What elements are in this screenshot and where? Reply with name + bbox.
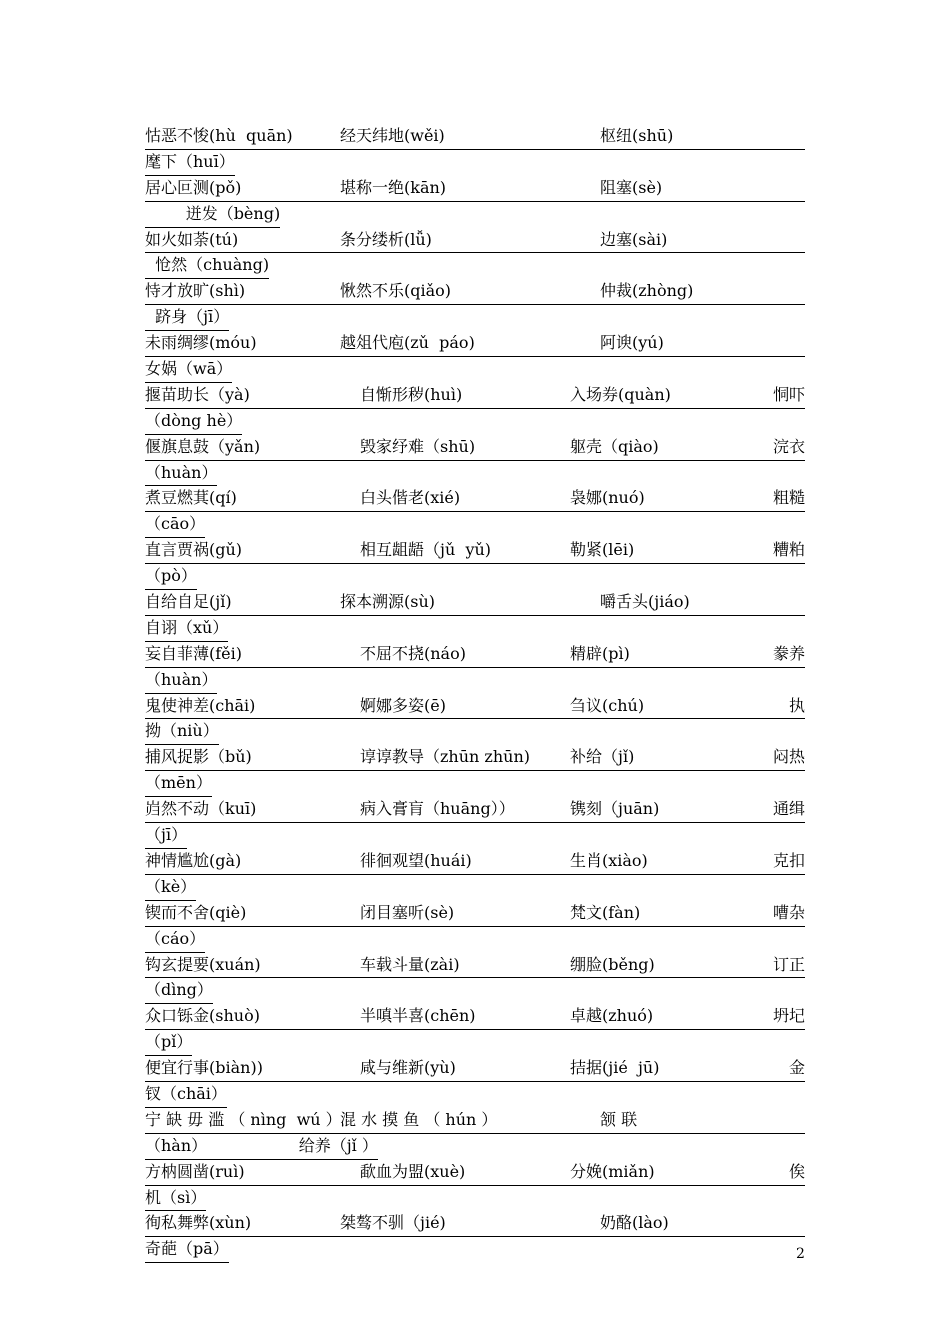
vocab-word: 颔 联: [600, 1109, 638, 1129]
vocab-word: 克扣: [772, 850, 805, 870]
vocab-word: 条分缕析(lǚ): [340, 229, 432, 249]
vocab-word: 奶酪(lào): [600, 1213, 669, 1233]
vocab-word: 订正: [772, 954, 805, 974]
vocab-word: 鬼使神差(chāi): [145, 695, 256, 715]
vocab-entry: [145, 901, 815, 953]
vocab-word: 方枘圆凿(ruì): [145, 1161, 245, 1181]
entry-continuation: 自诩（xǔ）: [145, 616, 228, 642]
entry-continuation: （huàn）: [145, 668, 217, 694]
vocab-word: 自惭形秽(huì): [360, 384, 463, 404]
entry-continuation: 拗（niù）: [145, 719, 219, 745]
vocab-word: 袅娜(nuó): [570, 488, 645, 508]
entry-continuation: 怆然（chuàng): [145, 253, 269, 279]
entry-line: [145, 745, 805, 771]
entry-line: [145, 642, 805, 668]
vocab-entry: [145, 1160, 815, 1212]
entry-line: [145, 797, 805, 823]
entry-continuation: 跻身（jī）: [145, 305, 229, 331]
vocab-word: 恫吓: [772, 384, 805, 404]
vocab-word: 捕风捉影（bǔ): [145, 747, 252, 767]
vocab-word: 不屈不挠(náo): [360, 643, 466, 663]
vocab-word: 阿谀(yú): [600, 333, 664, 353]
vocab-word: 通缉: [772, 799, 805, 819]
vocab-entry: [145, 486, 815, 538]
vocab-word: 妄自菲薄(fěi): [145, 643, 242, 663]
vocab-entry: [145, 538, 815, 590]
vocab-word: 居心叵测(pǒ): [145, 177, 242, 197]
vocab-entry: [145, 797, 815, 849]
vocab-word: 仲裁(zhòng): [600, 281, 694, 301]
vocab-word: 浣衣: [772, 436, 805, 456]
vocab-word: 勒紧(lēi): [570, 540, 635, 560]
vocab-entry: [145, 1211, 815, 1263]
vocab-word: 煮豆燃萁(qí): [145, 488, 237, 508]
vocab-word: 婀娜多姿(ē): [360, 695, 446, 715]
vocab-word: 神情尴尬(gà): [145, 850, 242, 870]
vocab-entry: [145, 1056, 815, 1108]
entry-line: [145, 331, 805, 357]
vocab-word: 越俎代庖(zǔ páo): [340, 333, 475, 353]
entry-line: [145, 228, 805, 254]
vocab-word: 金: [788, 1058, 805, 1078]
vocab-word: 揠苗助长（yà): [145, 384, 250, 404]
vocab-word: 混 水 摸 鱼 （ hún ）: [340, 1109, 498, 1129]
vocab-word: 相互龃龉（jǔ yǔ): [360, 540, 492, 560]
vocab-entry: [145, 435, 815, 487]
vocab-entry: [145, 694, 815, 746]
vocab-word: 如火如荼(tú): [145, 229, 239, 249]
entry-continuation: 钗（chāi）: [145, 1082, 227, 1108]
vocab-word: 自给自足(jǐ): [145, 592, 232, 612]
entry-line: [145, 901, 805, 927]
vocab-word: 愀然不乐(qiǎo): [340, 281, 452, 301]
vocab-word: 生肖(xiào): [570, 850, 648, 870]
vocab-word: 精辟(pì): [570, 643, 630, 663]
entry-line: [145, 538, 805, 564]
entry-continuation: （hàn） 给养（jǐ ）: [145, 1134, 378, 1160]
entry-continuation: （pò）: [145, 564, 197, 590]
vocab-word: 徘徊观望(huái): [360, 850, 472, 870]
vocab-word: 梵文(fàn): [570, 902, 641, 922]
vocab-word: 钩玄提要(xuán): [145, 954, 261, 974]
document-body: [145, 124, 815, 1263]
entry-continuation: （mēn）: [145, 771, 212, 797]
entry-line: [145, 590, 805, 616]
entry-continuation: （kè）: [145, 875, 196, 901]
vocab-entry: [145, 176, 815, 228]
vocab-word: 边塞(sài): [600, 229, 668, 249]
entry-line: [145, 176, 805, 202]
entry-line: [145, 1160, 805, 1186]
entry-continuation: （jī）: [145, 823, 187, 849]
vocab-word: 毁家纾难（shū): [360, 436, 476, 456]
entry-line: [145, 383, 805, 409]
vocab-word: 拮据(jié jū): [570, 1058, 660, 1078]
entry-continuation: 机（sì）: [145, 1186, 206, 1212]
vocab-word: 分娩(miǎn): [570, 1161, 655, 1181]
vocab-word: 怙恶不悛(hù quān): [145, 126, 293, 145]
vocab-word: 刍议(chú): [570, 695, 645, 715]
vocab-entry: [145, 331, 815, 383]
vocab-word: 粗糙: [772, 488, 805, 508]
vocab-word: 补给（jǐ): [570, 747, 635, 767]
vocab-word: 经天纬地(wěi): [340, 126, 445, 145]
vocab-word: 恃才放旷(shì): [145, 281, 246, 301]
vocab-entry: [145, 1004, 815, 1056]
vocab-entry: [145, 124, 815, 176]
vocab-word: 闷热: [772, 747, 805, 767]
entry-continuation: 女娲（wā）: [145, 357, 232, 383]
vocab-word: 阻塞(sè): [600, 177, 663, 197]
page-number: 2: [796, 1246, 805, 1262]
entry-continuation: （cáo）: [145, 927, 205, 953]
vocab-word: 岿然不动（kuī): [145, 799, 257, 819]
entry-line: [145, 124, 805, 150]
vocab-word: 未雨绸缪(móu): [145, 333, 257, 353]
vocab-word: 绷脸(běng): [570, 954, 655, 974]
entry-line: [145, 435, 805, 461]
entry-line: [145, 849, 805, 875]
vocab-word: 众口铄金(shuò): [145, 1006, 260, 1026]
vocab-word: 咸与维新(yù): [360, 1058, 456, 1078]
entry-continuation: 迸发（bèng): [145, 202, 280, 228]
vocab-word: 桀骜不驯（jié): [340, 1213, 446, 1233]
vocab-word: 嚼舌头(jiáo): [600, 592, 690, 612]
vocab-entry: [145, 642, 815, 694]
vocab-word: 枢纽(shū): [600, 126, 674, 145]
vocab-word: 躯壳（qiào): [570, 436, 659, 456]
vocab-word: 车载斗量(zài): [360, 954, 460, 974]
vocab-word: 探本溯源(sù): [340, 592, 436, 612]
vocab-entry: [145, 279, 815, 331]
vocab-word: 谆谆教导（zhūn zhūn): [360, 747, 531, 767]
vocab-word: 半嗔半喜(chēn): [360, 1006, 476, 1026]
vocab-word: 直言贾祸(gǔ): [145, 540, 243, 560]
vocab-entry: [145, 590, 815, 642]
vocab-word: 俟: [788, 1161, 805, 1181]
entry-continuation: （pǐ）: [145, 1030, 192, 1056]
entry-line: [145, 1211, 805, 1237]
vocab-word: 白头偕老(xié): [360, 488, 461, 508]
entry-line: [145, 1056, 805, 1082]
vocab-word: 镌刻（juān): [570, 799, 660, 819]
vocab-word: 歃血为盟(xuè): [360, 1161, 466, 1181]
vocab-word: 卓越(zhuó): [570, 1006, 654, 1026]
vocab-word: 嘈杂: [772, 902, 805, 922]
entry-continuation: （cāo）: [145, 512, 205, 538]
entry-line: [145, 953, 805, 979]
entry-continuation: （dòng hè）: [145, 409, 242, 435]
vocab-entry: [145, 228, 815, 280]
entry-line: [145, 1004, 805, 1030]
vocab-word: 徇私舞弊(xùn): [145, 1213, 252, 1233]
vocab-entry: [145, 1108, 815, 1160]
entry-continuation: 麾下（huī）: [145, 150, 235, 176]
vocab-word: 宁 缺 毋 滥 （ nìng wú ）: [145, 1109, 342, 1129]
entry-continuation: 奇葩（pā）: [145, 1237, 229, 1263]
vocab-word: 糟粕: [772, 540, 805, 560]
vocab-entry: [145, 745, 815, 797]
vocab-word: 入场券(quàn): [570, 384, 671, 404]
vocab-word: 锲而不舍(qiè): [145, 902, 247, 922]
entry-line: [145, 1108, 805, 1134]
vocab-word: 坍圮: [772, 1006, 805, 1026]
entry-line: [145, 694, 805, 720]
vocab-word: 便宜行事(biàn)): [145, 1058, 263, 1078]
vocab-word: 堪称一绝(kān): [340, 177, 447, 197]
vocab-entry: [145, 849, 815, 901]
entry-continuation: （dìng）: [145, 978, 213, 1004]
vocab-word: 豢养: [772, 643, 805, 663]
vocab-entry: [145, 953, 815, 1005]
vocab-word: 闭目塞听(sè): [360, 902, 455, 922]
entry-continuation: （huàn）: [145, 461, 217, 487]
vocab-word: 执: [788, 695, 805, 715]
entry-line: [145, 486, 805, 512]
vocab-entry: [145, 383, 815, 435]
entry-line: [145, 279, 805, 305]
vocab-word: 偃旗息鼓（yǎn): [145, 436, 261, 456]
vocab-word: 病入膏肓（huāng））: [360, 799, 515, 819]
